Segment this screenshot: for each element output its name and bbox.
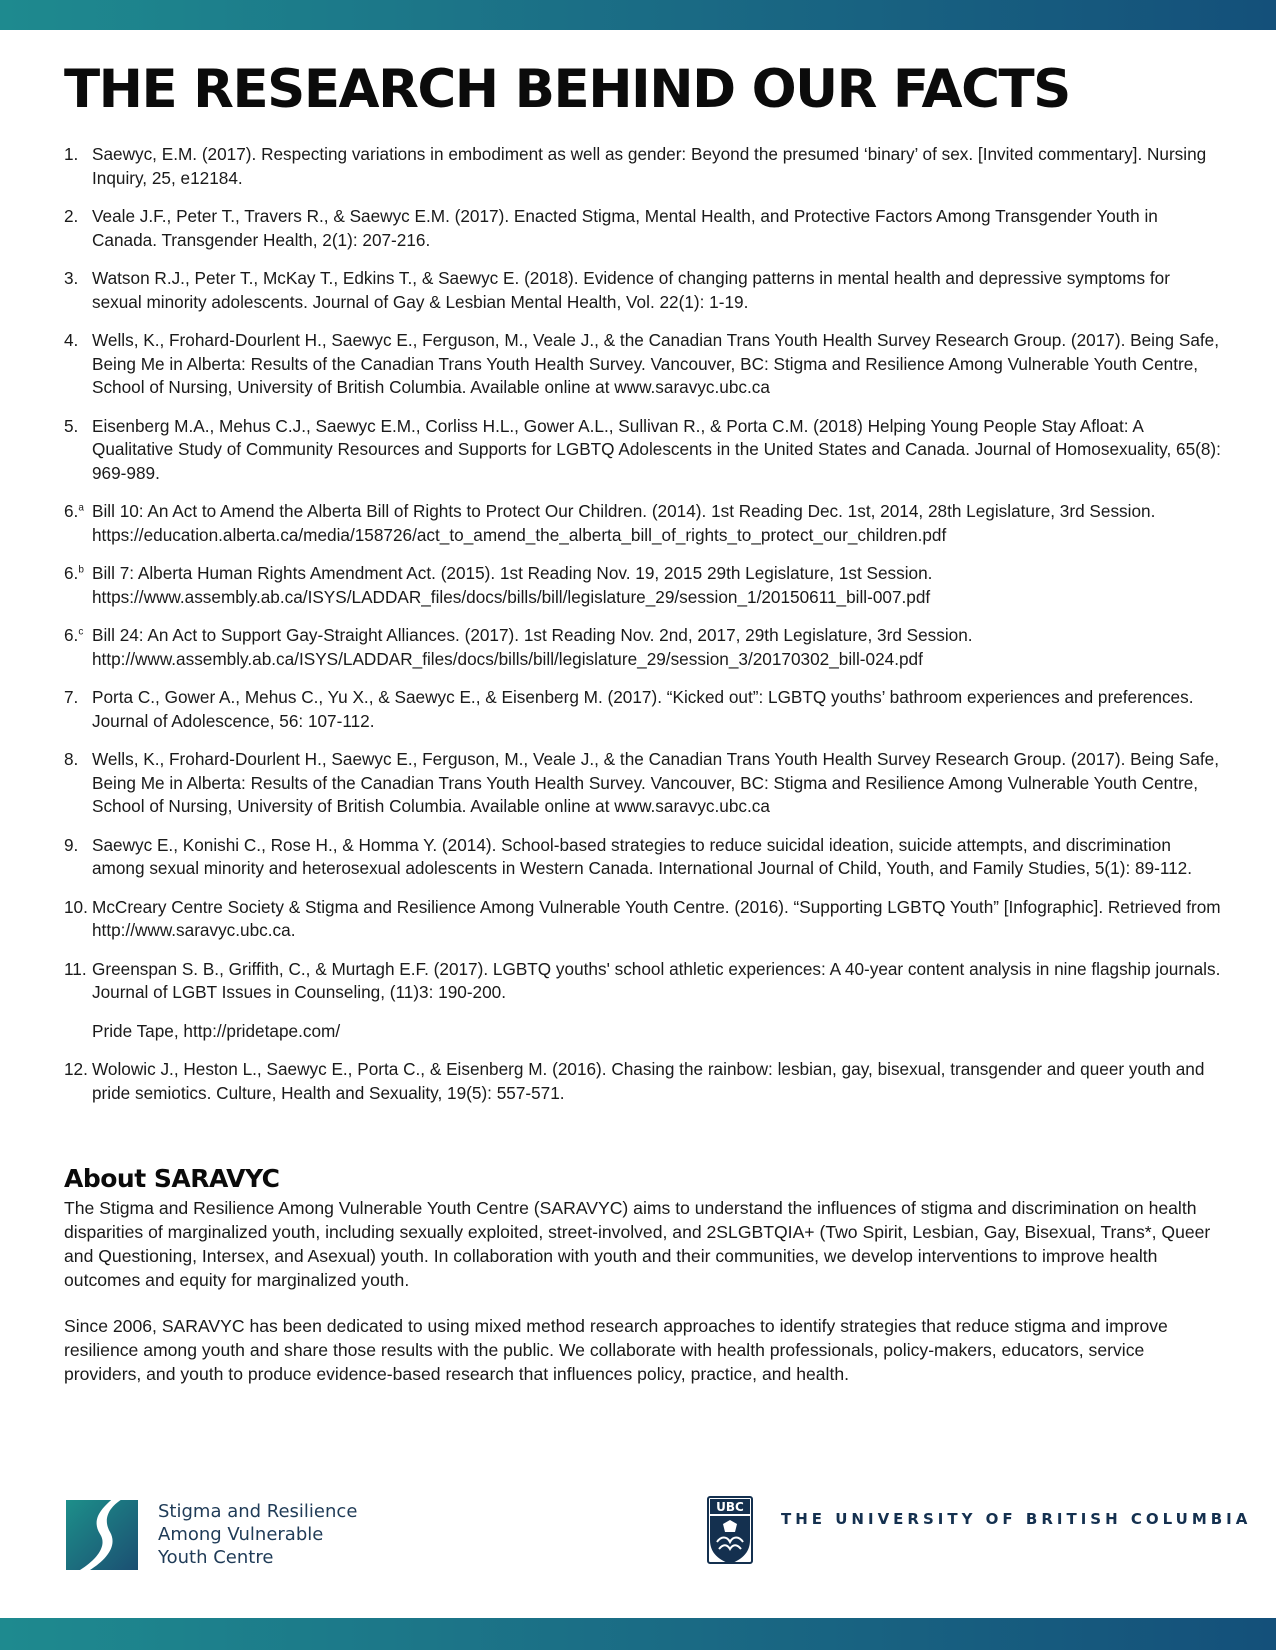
reference-number-text: 12. (64, 1059, 88, 1079)
saravyc-logo-icon (66, 1496, 142, 1572)
reference-item (64, 1020, 1224, 1044)
reference-number (64, 562, 84, 586)
reference-list (64, 143, 1224, 1120)
reference-number (64, 748, 78, 772)
reference-text: Eisenberg M.A., Mehus C.J., Saewyc E.M., Corliss H.L., Gower A.L., Sullivan R., & Porta C.M. (2018) Helping Young People Stay Afloat: A Qualitative Study of Community Resources and Supports for LGBTQ Adolescents in the United States and Canada. Journal of Homosexuality, 65(8): 969-989. (92, 415, 1221, 483)
ubc-badge-text: UBC (716, 1500, 744, 1514)
page-title: THE RESEARCH BEHIND OUR FACTS (64, 59, 1070, 120)
reference-item (64, 329, 1224, 400)
saravyc-wordmark-line: Youth Centre (158, 1547, 274, 1568)
reference-item (64, 624, 1224, 671)
reference-number (64, 267, 78, 291)
reference-number (64, 415, 78, 439)
reference-number (64, 329, 78, 353)
reference-item (64, 1058, 1224, 1105)
reference-item (64, 686, 1224, 733)
reference-item (64, 834, 1224, 881)
reference-number-text: 3. (64, 268, 79, 288)
reference-item (64, 896, 1224, 943)
about-heading: About SARAVYC (64, 1164, 280, 1193)
reference-number-text: 5. (64, 415, 79, 436)
reference-number-text: 6. (64, 563, 79, 583)
reference-text: Porta C., Gower A., Mehus C., Yu X., & Saewyc E., & Eisenberg M. (2017). “Kicked out”: LGBTQ youths’ bathroom experiences and preferences. Journal of Adolescence, 56: 107-112. (92, 687, 1194, 731)
reference-number-text: 2. (64, 206, 79, 226)
reference-item (64, 562, 1224, 609)
reference-number (64, 143, 78, 167)
reference-number-text: 10. (64, 896, 88, 917)
reference-text: Watson R.J., Peter T., McKay T., Edkins T., & Saewyc E. (2018). Evidence of changing patterns in mental health and depressive symptoms for sexual minority adolescents. Journal of Gay & Lesbian Mental Health, Vol. 22(1): 1-19. (92, 268, 1170, 312)
reference-item (64, 415, 1224, 486)
reference-text: McCreary Centre Society & Stigma and Resilience Among Vulnerable Youth Centre. (2016). “Supporting LGBTQ Youth” [Infographic]. Retrieved from http://www.saravyc.ubc.ca. (92, 896, 1221, 940)
reference-number-text: 6. (64, 501, 79, 521)
reference-text: Pride Tape, http://pridetape.com/ (92, 1020, 341, 1041)
reference-sub-letter: a (78, 502, 84, 514)
saravyc-wordmark (158, 1500, 378, 1569)
reference-item (64, 205, 1224, 252)
reference-number-text: 1. (64, 144, 79, 164)
reference-sub-letter: b (78, 564, 84, 576)
reference-number (64, 958, 87, 982)
reference-number-text: 11. (64, 958, 87, 979)
reference-number (64, 686, 78, 710)
saravyc-wordmark-line: Stigma and Resilience (158, 1501, 358, 1522)
reference-number (64, 205, 78, 229)
ubc-wordmark: THE UNIVERSITY OF BRITISH COLUMBIA (781, 1510, 1252, 1528)
reference-number-text: 9. (64, 834, 79, 855)
reference-number-text: 8. (64, 749, 79, 769)
reference-number (64, 1058, 88, 1082)
reference-text: Saewyc E., Konishi C., Rose H., & Homma Y. (2014). School-based strategies to reduce suicidal ideation, suicide attempts, and discrimination among sexual minority and heterosexual adolescents in Western Canada. International Journal of Child, Youth, and Family Studies, 5(1): 89-112. (92, 834, 1193, 878)
bottom-color-band (0, 1618, 1276, 1650)
about-paragraph: The Stigma and Resilience Among Vulnerable Youth Centre (SARAVYC) aims to understand the influences of stigma and discrimination on health disparities of marginalized youth, including sexually exploited, street-involved, and 2SLGBTQIA+ (Two Spirit, Lesbian, Gay, Bisexual, Trans*, Queer and Questioning, Intersex, and Asexual) youth. In collaboration with youth and their communities, we develop interventions to improve health outcomes and equity for marginalized youth. (64, 1198, 1211, 1290)
reference-number-text: 4. (64, 330, 79, 350)
reference-text: Wells, K., Frohard-Dourlent H., Saewyc E., Ferguson, M., Veale J., & the Canadian Trans Youth Health Survey Research Group. (2017). Being Safe, Being Me in Alberta: Results of the Canadian Trans Youth Health Survey. Vancouver, BC: Stigma and Resilience Among Vulnerable Youth Centre, School of Nursing, University of British Columbia. Available online at www.saravyc.ubc.ca (92, 749, 1219, 816)
reference-text: Bill 10: An Act to Amend the Alberta Bill of Rights to Protect Our Children. (2014). 1st Reading Dec. 1st, 2014, 28th Legislature, 3rd Session. https://education.alberta.ca/media/158726/act_to_amend_the_alberta_bill_of_rights_to_protect_our_children.pdf (92, 501, 1156, 545)
reference-number (64, 500, 84, 524)
reference-item (64, 143, 1224, 190)
reference-item (64, 267, 1224, 314)
reference-text: Greenspan S. B., Griffith, C., & Murtagh E.F. (2017). LGBTQ youths' school athletic experiences: A 40-year content analysis in nine flagship journals. Journal of LGBT Issues in Counseling, (11)3: 190-200. (92, 958, 1221, 1002)
reference-item (64, 748, 1224, 819)
top-color-band (0, 0, 1276, 30)
about-paragraph: Since 2006, SARAVYC has been dedicated to using mixed method research approaches to identify strategies that reduce stigma and improve resilience among youth and share those results with the public. We collaborate with health professionals, policy-makers, educators, service providers, and youth to produce evidence-based research that influences policy, practice, and health. (64, 1316, 1168, 1384)
reference-text: Veale J.F., Peter T., Travers R., & Saewyc E.M. (2017). Enacted Stigma, Mental Health, and Protective Factors Among Transgender Youth in Canada. Transgender Health, 2(1): 207-216. (92, 206, 1158, 250)
saravyc-logo-block (66, 1496, 366, 1578)
about-section (64, 1164, 1224, 1408)
reference-text: Saewyc, E.M. (2017). Respecting variations in embodiment as well as gender: Beyond the presumed ‘binary’ of sex. [Invited commentary]. Nursing Inquiry, 25, e12184. (92, 144, 1207, 188)
reference-text: Bill 7: Alberta Human Rights Amendment Act. (2015). 1st Reading Nov. 19, 2015 29th Legislature, 1st Session. https://www.assembly.ab.ca/ISYS/LADDAR_files/docs/bills/bill/legislature_29/session_1/20150611_bill-007.pdf (92, 563, 933, 607)
reference-number (64, 624, 83, 648)
ubc-crest-icon (705, 1496, 755, 1566)
reference-text: Wolowic J., Heston L., Saewyc E., Porta C., & Eisenberg M. (2016). Chasing the rainbow: lesbian, gay, bisexual, transgender and queer youth and pride semiotics. Culture, Health and Sexuality, 19(5): 557-571. (92, 1059, 1205, 1103)
reference-number-text: 6. (64, 625, 79, 645)
saravyc-wordmark-line: Among Vulnerable (158, 1524, 324, 1545)
reference-item (64, 958, 1224, 1005)
reference-text: Wells, K., Frohard-Dourlent H., Saewyc E., Ferguson, M., Veale J., & the Canadian Trans Youth Health Survey Research Group. (2017). Being Safe, Being Me in Alberta: Results of the Canadian Trans Youth Health Survey. Vancouver, BC: Stigma and Resilience Among Vulnerable Youth Centre, School of Nursing, University of British Columbia. Available online at www.saravyc.ubc.ca (92, 330, 1219, 397)
reference-item (64, 500, 1224, 547)
reference-number-text: 7. (64, 687, 79, 707)
reference-number (64, 834, 78, 858)
reference-sub-letter: c (78, 626, 84, 638)
reference-number (64, 896, 88, 920)
reference-text: Bill 24: An Act to Support Gay-Straight Alliances. (2017). 1st Reading Nov. 2nd, 2017, 29th Legislature, 3rd Session. http://www.assembly.ab.ca/ISYS/LADDAR_files/docs/bills/bill/legislature_29/session_3/20170302_bill-024.pdf (92, 625, 973, 669)
ubc-logo-block (705, 1496, 1252, 1576)
